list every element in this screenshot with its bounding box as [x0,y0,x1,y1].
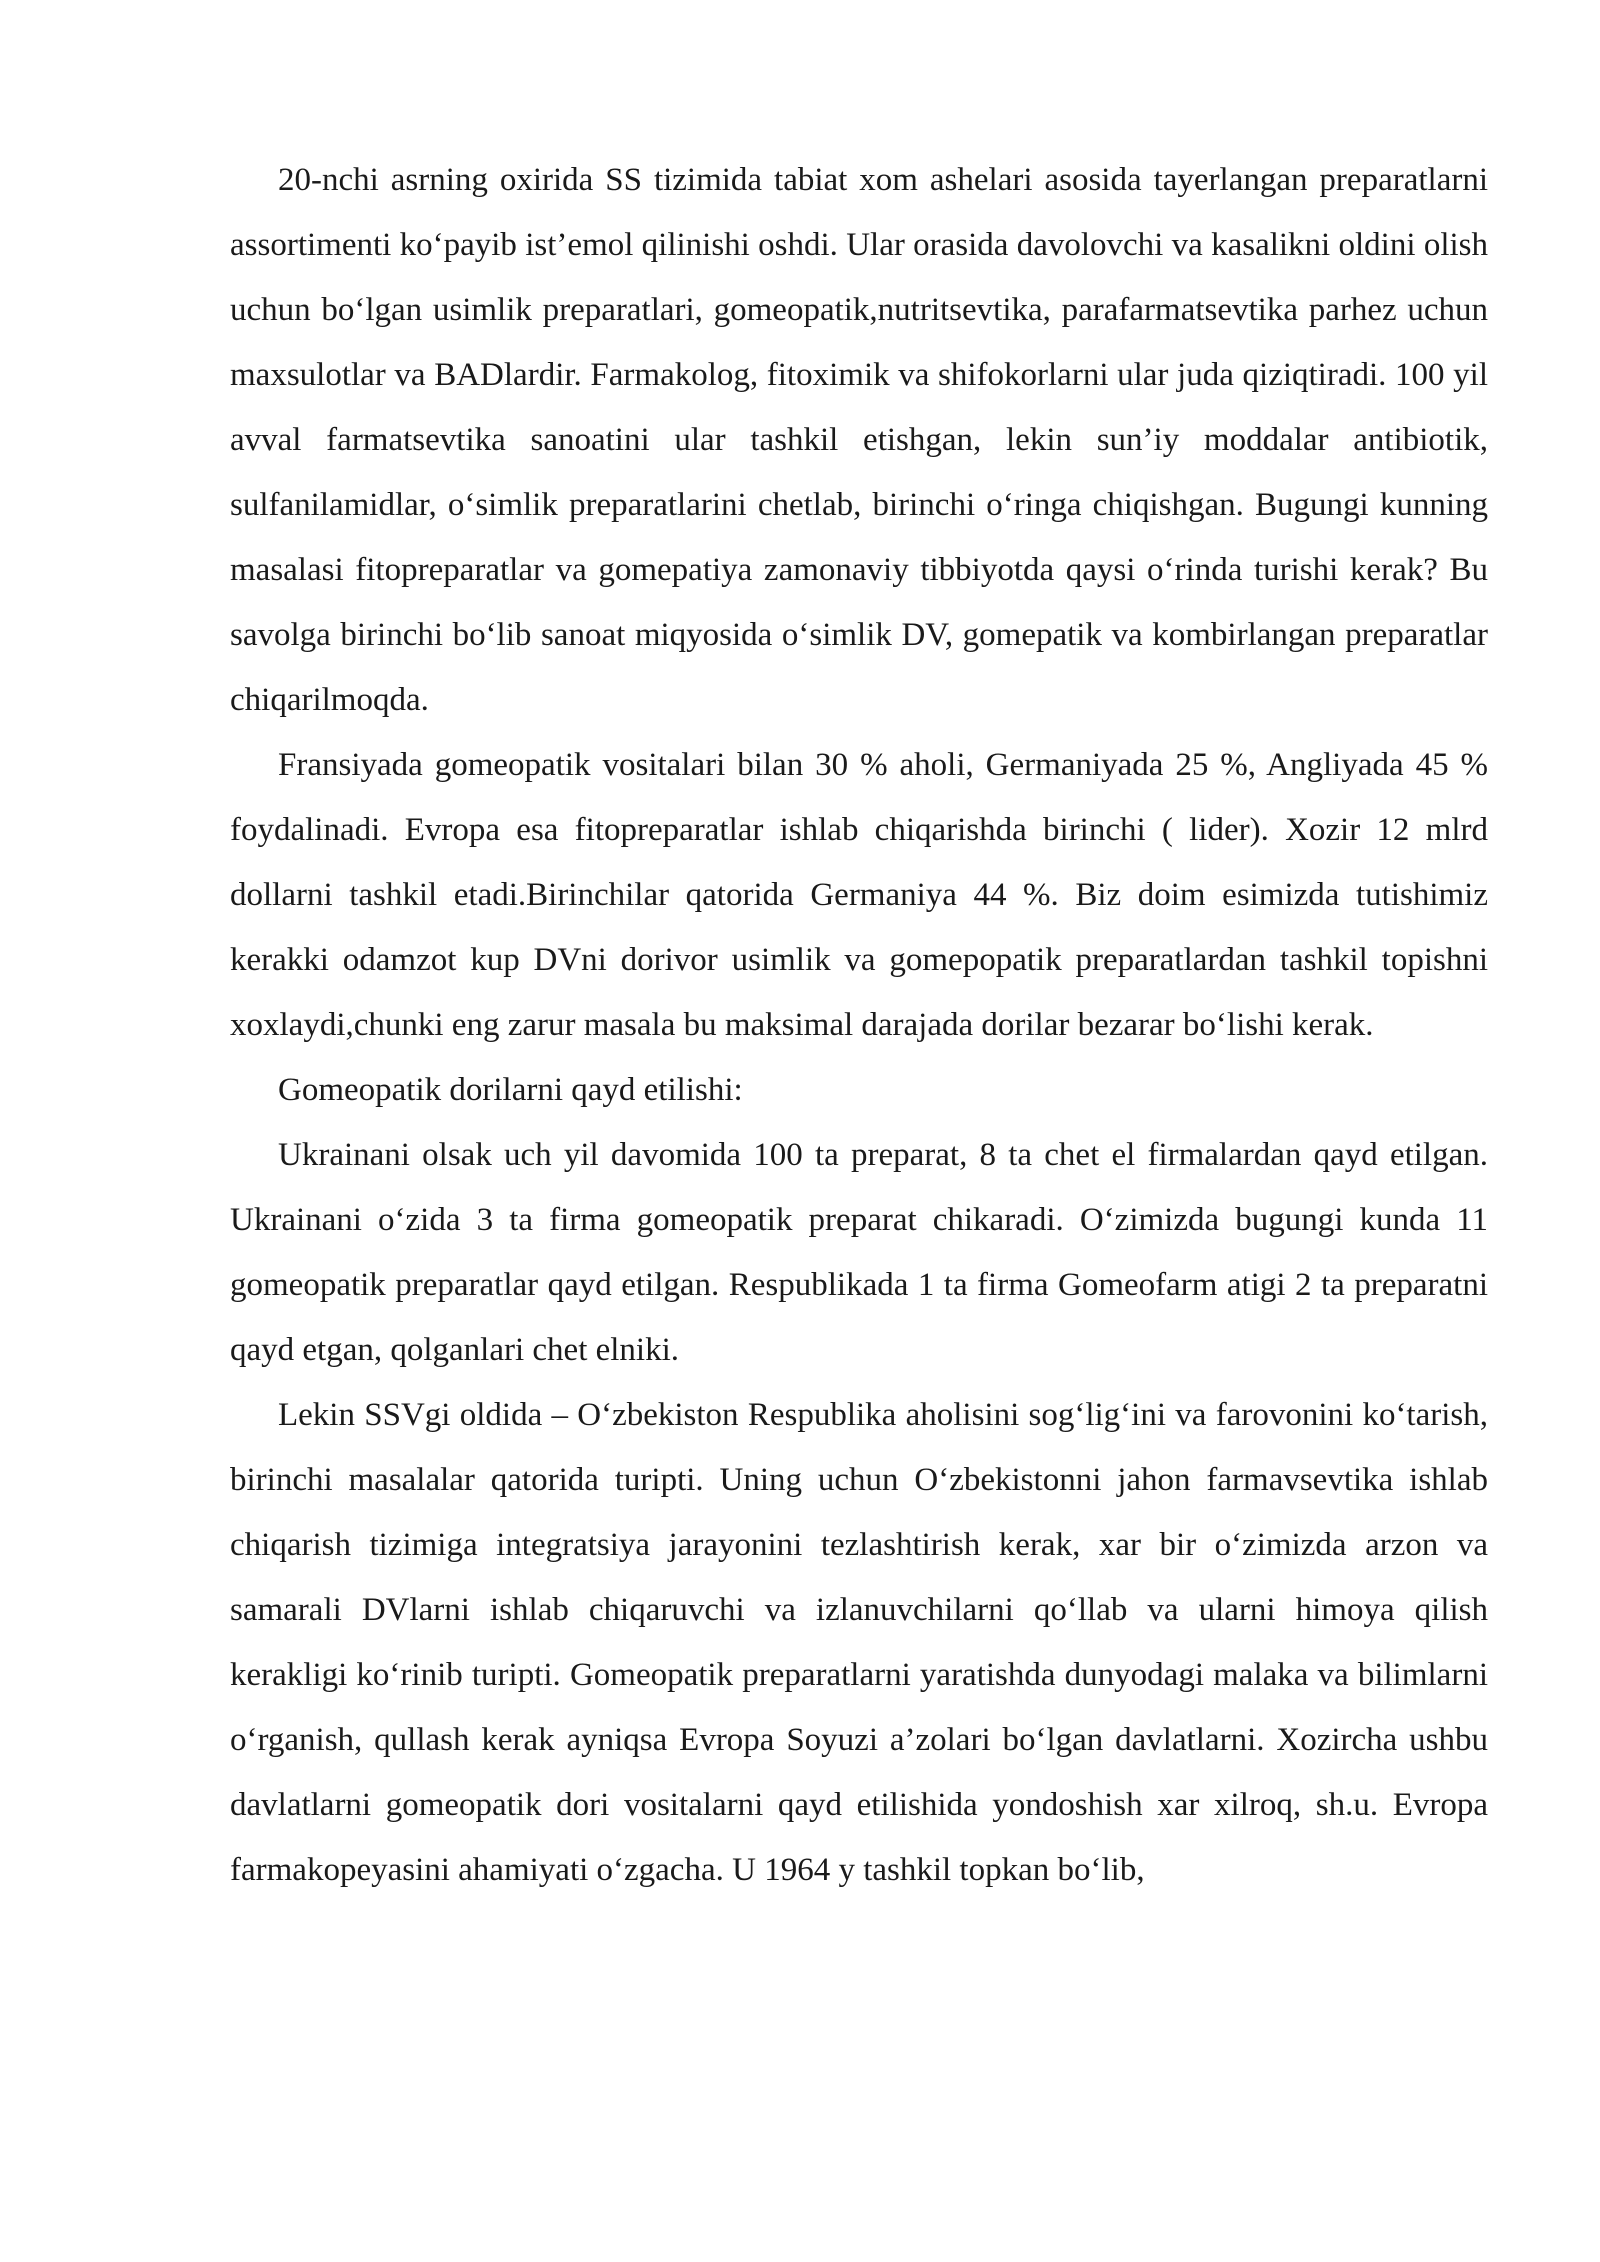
paragraph-uzbekistan: Lekin SSVgi oldida – O‘zbekiston Respublika aholisini sog‘lig‘ini va farovonini ko‘tarish, birinchi masalalar qatorida turipti. Uning uchun O‘zbekistonni jahon farmavsevtika ishlab chiqarish tizimiga integratsiya jarayonini tezlashtirish kerak, xar bir o‘zimizda arzon va samarali DVlarni ishlab chiqaruvchi va izlanuvchilarni qo‘llab va ularni himoya qilish kerakligi ko‘rinib turipti. Gomeopatik preparatlarni yaratishda dunyodagi malaka va bilimlarni o‘rganish, qullash kerak ayniqsa Evropa Soyuzi a’zolari bo‘lgan davlatlarni. Xozircha ushbu davlatlarni gomeopatik dori vositalarni qayd etilishida yondoshish xar xilroq, sh.u. Evropa farmakopeyasini ahamiyati o‘zgacha. U 1964 y tashkil topkan bo‘lib, [230,1397,1488,1888]
paragraph-statistics: Fransiyada gomeopatik vositalari bilan 30 % aholi, Germaniyada 25 %, Angliyada 45 % foydalinadi. Evropa esa fitopreparatlar ishlab chiqarishda birinchi ( lider). Xozir 12 mlrd dollarni tashkil etadi.Birinchilar qatorida Germaniya 44 %. Biz doim esimizda tutishimiz kerakki odamzot kup DVni dorivor usimlik va gomepopatik preparatlardan tashkil topishni xoxlaydi,chunki eng zarur masala bu maksimal darajada dorilar bezarar bo‘lishi kerak. [230,747,1488,1043]
paragraph-registration: Ukrainani olsak uch yil davomida 100 ta preparat, 8 ta chet el firmalardan qayd etilgan. Ukrainani o‘zida 3 ta firma gomeopatik preparat chikaradi. O‘zimizda bugungi kunda 11 gomeopatik preparatlar qayd etilgan. Respublikada 1 ta firma Gomeofarm atigi 2 ta preparatni qayd etgan, qolganlari chet elniki. [230,1137,1488,1368]
paragraph-heading: Gomeopatik dorilarni qayd etilishi: [278,1072,743,1108]
document-body [230,148,1488,1903]
paragraph-intro: 20-nchi asrning oxirida SS tizimida tabiat xom ashelari asosida tayerlangan preparatlarni assortimenti ko‘payib ist’emol qilinishi oshdi. Ular orasida davolovchi va kasalikni oldini olish uchun bo‘lgan usimlik preparatlari, gomeopatik,nutritsevtika, parafarmatsevtika parhez uchun maxsulotlar va BADlardir. Farmakolog, fitoximik va shifokorlarni ular juda qiziqtiradi. 100 yil avval farmatsevtika sanoatini ular tashkil etishgan, lekin sun’iy moddalar antibiotik, sulfanilamidlar, o‘simlik preparatlarini chetlab, birinchi o‘ringa chiqishgan. Bugungi kunning masalasi fitopreparatlar va gomepatiya zamonaviy tibbiyotda qaysi o‘rinda turishi kerak? Bu savolga birinchi bo‘lib sanoat miqyosida o‘simlik DV, gomepatik va kombirlangan preparatlar chiqarilmoqda. [230,162,1488,718]
